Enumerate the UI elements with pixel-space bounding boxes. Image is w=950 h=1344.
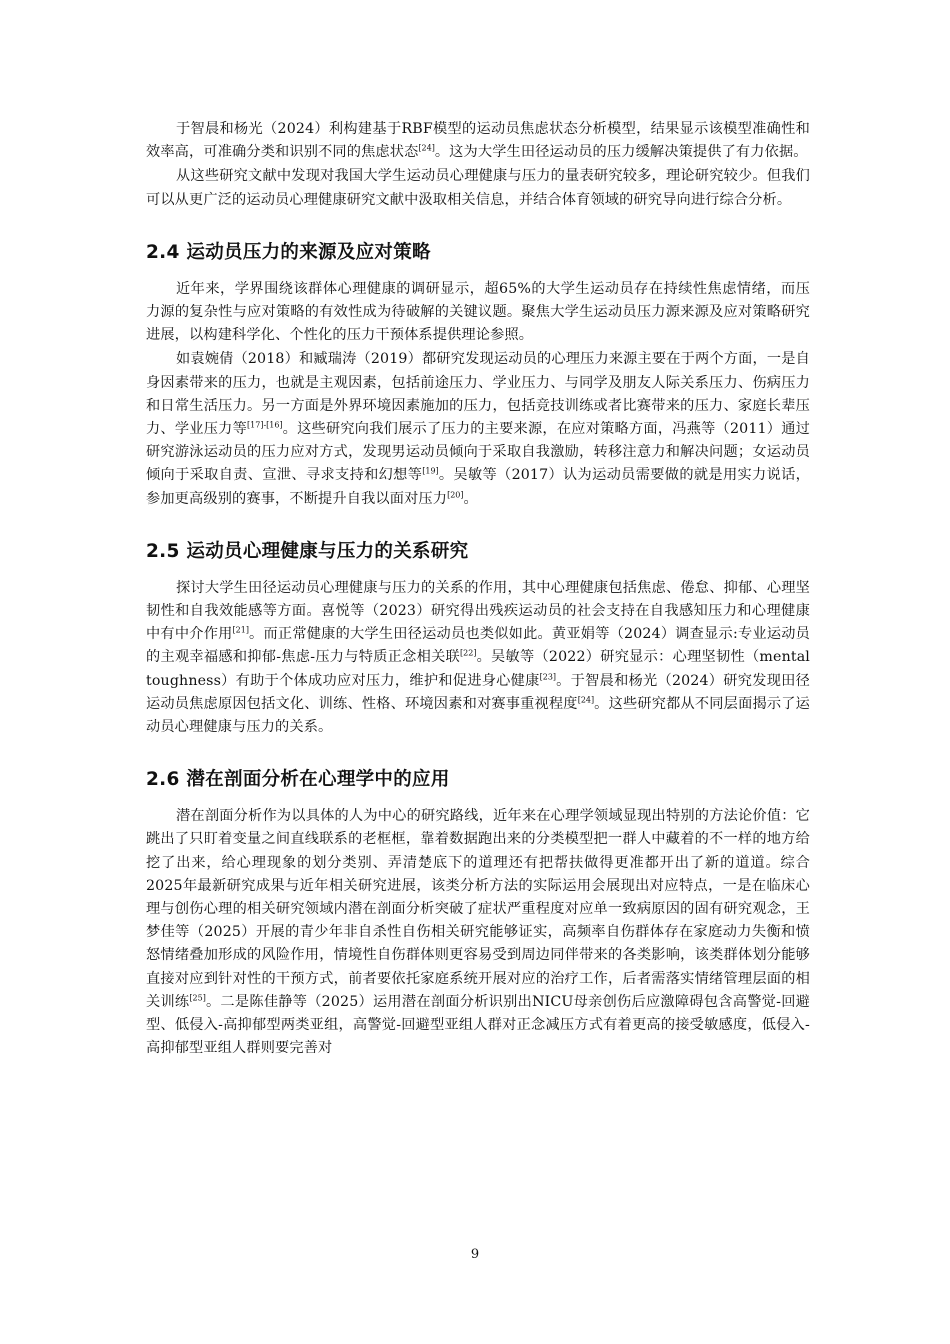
citation-marker: [24] (577, 695, 595, 705)
paragraph-text: 。这些研究向我们展示了压力的主要来源，在应对策略方面，冯燕等（2011）通过研究游泳运动员的压力应对方式，发现男运动员倾向于采取自我激励，转移注意力和解决问题；女运动员倾向于采取自责、宣泄、寻求支持和幻想等 (146, 421, 810, 484)
paragraph-text: 。吴敏等（2022）研究显示：心理坚韧性（mental toughness）有助于个体成功应对压力，维护和促进身心健康 (146, 649, 810, 689)
body-paragraph (146, 118, 810, 164)
paragraph-text: 于智晨和杨光（2024）利构建基于RBF模型的运动员焦虑状态分析模型，结果显示该模型准确性和效率高，可准确分类和识别不同的焦虑状态 (146, 121, 810, 161)
citation-marker: [25] (189, 993, 206, 1003)
paragraph-text: 。 (463, 490, 478, 507)
paragraph-text: 。吴敏等（2017）认为运动员需要做的就是用实力说话，参加更高级别的赛事，不断提升自我以面对压力 (146, 467, 810, 507)
body-paragraph (146, 165, 810, 211)
paragraph-text: 。二是陈佳静等（2025）运用潜在剖面分析识别出NICU母亲创伤后应激障碍包含高警觉-回避型、低侵入-高抑郁型两类亚组，高警觉-回避型亚组人群对正念减压方式有着更高的接受敏感度，低侵入-高抑郁型亚组人群则要完善对 (146, 993, 811, 1057)
paragraph-text: 潜在剖面分析作为以具体的人为中心的研究路线，近年来在心理学领域显现出特别的方法论价值：它跳出了只盯着变量之间直线联系的老框框，靠着数据跑出来的分类模型把一群人中藏着的不一样的地方给挖了出来，给心理现象的划分类别、弄清楚底下的道理还有把帮扶做得更准都开出了新的道道。综合2025年最新研究成果与近年相关研究进展，该类分析方法的实际运用会展现出对应特点，一是在临床心理与创伤心理的相关研究领域内潜在剖面分析突破了症状严重程度对应单一致病原因的固有研究观念，王梦佳等（2025）开展的青少年非自杀性自伤相关研究能够证实，高频率自伤群体存在家庭动力失衡和愤怒情绪叠加形成的风险作用，情境性自伤群体则更容易受到周边同伴带来的各类影响，该类群体划分能够直接对应到针对性的干预方式，前者要依托家庭系统开展对应的治疗工作，后者需落实情绪管理层面的相关训练 (146, 808, 810, 1010)
body-paragraph (146, 577, 810, 739)
paragraph-text: 。于智晨和杨光（2024）研究发现田径运动员焦虑原因包括文化、训练、性格、环境因素和对赛事重视程度 (146, 672, 810, 712)
section-heading: 2.4 运动员压力的来源及应对策略 (146, 241, 431, 263)
paragraph-text: 从这些研究文献中发现对我国大学生运动员心理健康与压力的量表研究较多，理论研究较少。但我们可以从更广泛的运动员心理健康研究文献中汲取相关信息，并结合体育领域的研究导向进行综合分析。 (146, 168, 810, 208)
paragraph-text: 近年来，学界围绕该群体心理健康的调研显示，超65%的大学生运动员存在持续性焦虑情绪，而压力源的复杂性与应对策略的有效性成为待破解的关键议题。聚焦大学生运动员压力源来源及应对策略研究进展，以构建科学化、个性化的压力干预体系提供理论参照。 (146, 280, 810, 344)
page-body (146, 118, 810, 1062)
citation-marker: [20] (447, 489, 464, 499)
paragraph-text: 如袁婉倩（2018）和臧瑞涛（2019）都研究发现运动员的心理压力来源主要在于两个方面，一是自身因素带来的压力，也就是主观因素，包括前途压力、学业压力、与同学及朋友人际关系压力、伤病压力和日常生活压力。另一方面是外界环境因素施加的压力，包括竞技训练或者比赛带来的压力、家庭长辈压力、学业压力等 (146, 351, 810, 438)
paragraph-text: 。这为大学生田径运动员的压力缓解决策提供了有力依据。 (434, 144, 808, 161)
body-paragraph (146, 278, 810, 348)
section-heading: 2.6 潜在剖面分析在心理学中的应用 (146, 769, 450, 791)
section-heading: 2.5 运动员心理健康与压力的关系研究 (146, 540, 469, 562)
body-paragraph (146, 348, 810, 510)
page-number: 9 (470, 1247, 480, 1262)
citation-marker: [17]-[16] (247, 420, 283, 430)
citation-marker: [22] (460, 648, 477, 658)
paragraph-text: 探讨大学生田径运动员心理健康与压力的关系的作用，其中心理健康包括焦虑、倦怠、抑郁、心理坚韧性和自我效能感等方面。喜悦等（2023）研究得出残疾运动员的社会支持在自我感知压力和心理健康中有中介作用 (146, 579, 810, 643)
citation-marker: [21] (232, 625, 249, 635)
citation-marker: [24] (418, 143, 435, 153)
paragraph-text: 。这些研究都从不同层面揭示了运动员心理健康与压力的关系。 (146, 695, 810, 736)
citation-marker: [23] (539, 671, 557, 681)
body-paragraph (146, 805, 810, 1060)
citation-marker: [19] (422, 466, 439, 476)
paragraph-text: 。而正常健康的大学生田径运动员也类似如此。黄亚娟等（2024）调查显示:专业运动员的主观幸福感和抑郁-焦虑-压力与特质正念相关联 (146, 626, 810, 666)
